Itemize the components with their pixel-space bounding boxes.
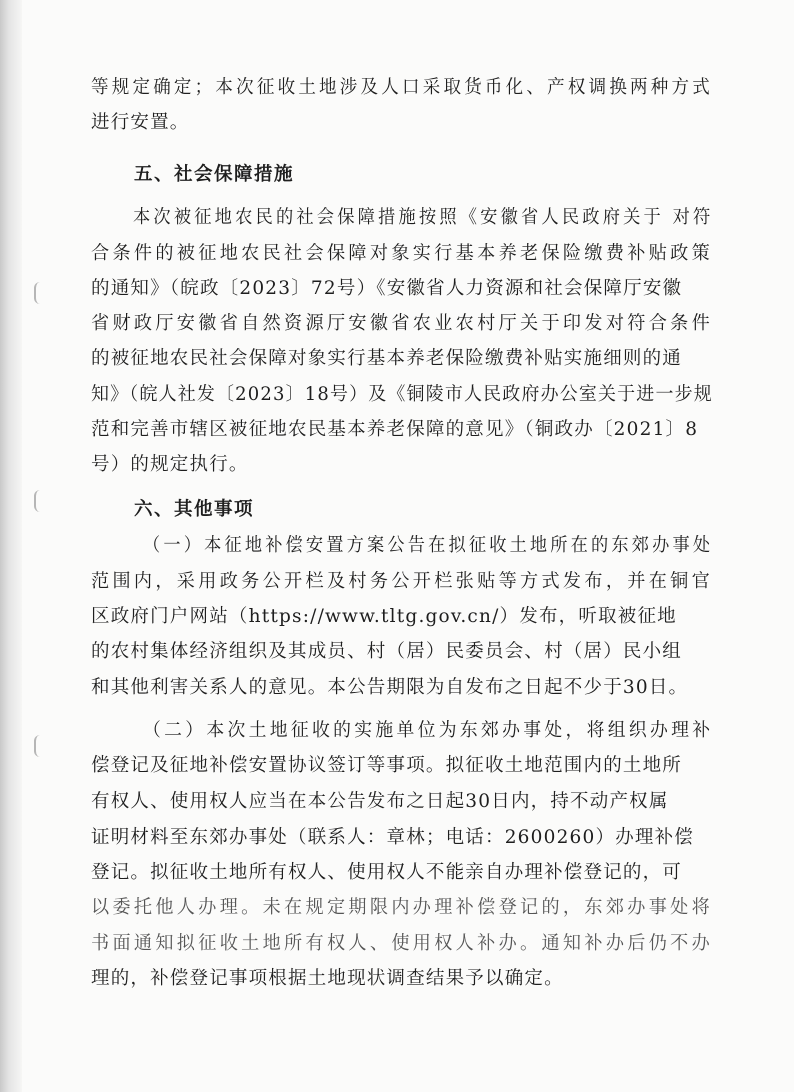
text-line: 等规定确定；本次征收土地涉及人口采取货币化、产权调换两种方式: [91, 77, 713, 98]
text-line: 本次被征地农民的社会保障措施按照《安徽省人民政府关于 对符: [133, 207, 714, 228]
section-heading: 五、社会保障措施: [134, 164, 295, 185]
scan-edge-shadow: [0, 0, 22, 1092]
binding-mark: [34, 490, 46, 512]
text-line: 有权人、使用权人应当在本公告发布之日起30日内，持不动产权属: [91, 791, 669, 812]
text-line: 范和完善市辖区被征地农民基本养老保障的意见》（铜政办〔2021〕8: [91, 419, 699, 440]
text-line: （二）本次土地征收的实施单位为东郊办事处，将组织办理补: [143, 720, 714, 741]
text-line: 证明材料至东郊办事处（联系人：章林；电话：2600260）办理补偿: [91, 827, 694, 848]
text-line: 区政府门户网站（https://www.tltg.gov.cn/）发布，听取被征地: [91, 606, 677, 627]
text-line: 和其他利害关系人的意见。本公告期限为自发布之日起不少于30日。: [91, 677, 689, 698]
section-heading: 六、其他事项: [134, 499, 255, 520]
text-line: 合条件的被征地农民社会保障对象实行基本养老保险缴费补贴政策: [91, 243, 714, 264]
text-line: 登记。拟征收土地所有权人、使用权人不能亲自办理补偿登记的，可: [91, 862, 683, 883]
binding-mark: [34, 735, 46, 757]
text-line: 号）的规定执行。: [91, 454, 249, 475]
binding-mark: [34, 282, 46, 304]
text-line: 偿登记及征地补偿安置协议签订等事项。拟征收土地范围内的土地所: [91, 755, 683, 776]
text-line: 省财政厅安徽省自然资源厅安徽省农业农村厅关于印发对符合条件: [91, 313, 714, 334]
text-line: 进行安置。: [91, 112, 190, 133]
text-line: 书面通知拟征收土地所有权人、使用权人补办。通知补办后仍不办: [91, 933, 714, 954]
text-line: 的被征地农民社会保障对象实行基本养老保险缴费补贴实施细则的通: [91, 348, 683, 369]
text-line: 以委托他人办理。未在规定期限内办理补偿登记的，东郊办事处将: [91, 897, 714, 918]
text-line: 知》（皖人社发〔2023〕18号）及《铜陵市人民政府办公室关于进一步规: [91, 384, 713, 405]
text-line: 的通知》（皖政〔2023〕72号）《安徽省人力资源和社会保障厅安徽: [91, 278, 683, 299]
text-line: 范围内，采用政务公开栏及村务公开栏张贴等方式发布，并在铜官: [91, 571, 714, 592]
text-line: （一）本征地补偿安置方案公告在拟征收土地所在的东郊办事处: [143, 535, 714, 556]
text-line: 理的，补偿登记事项根据土地现状调查结果予以确定。: [91, 968, 564, 989]
text-line: 的农村集体经济组织及其成员、村（居）民委员会、村（居）民小组: [91, 641, 683, 662]
